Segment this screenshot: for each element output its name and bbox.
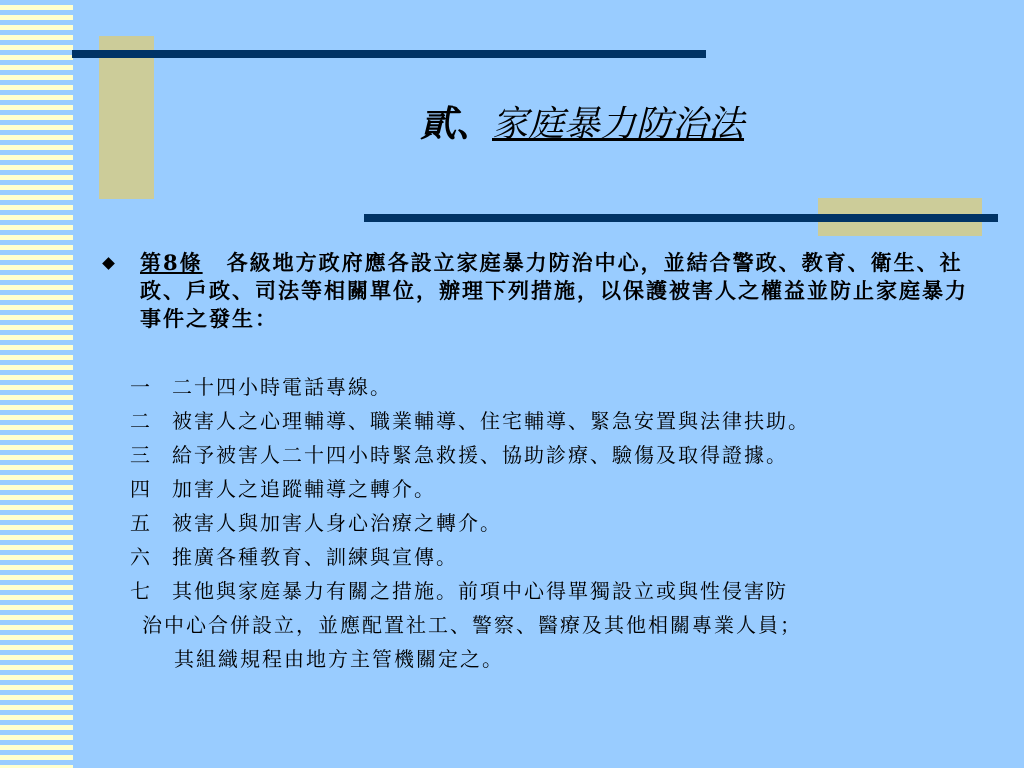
list-item [130,506,1010,540]
item-continuation-2: 其組織規程由地方主管機關定之。 [174,647,504,671]
item-text: 二十四小時電話專線。 [172,375,392,399]
list-item [130,438,1010,472]
item-continuation-1: 治中心合併設立，並應配置社工、警察、醫療及其他相關專業人員； [142,613,802,637]
list-item [130,370,1010,404]
slide-title [0,96,1024,147]
item-text: 給予被害人二十四小時緊急救援、協助診療、驗傷及取得證據。 [172,443,788,467]
top-rule [72,50,706,58]
item-text: 被害人之心理輔導、職業輔導、住宅輔導、緊急安置與法律扶助。 [172,409,810,433]
title-prefix: 貳、 [419,103,492,145]
item-number: 七 [130,579,152,603]
list-item [130,472,1010,506]
item-number: 四 [130,477,152,501]
item-number: 三 [130,443,152,467]
list-item [130,540,1010,574]
item-number: 二 [130,409,152,433]
item-text: 被害人與加害人身心治療之轉介。 [172,511,502,535]
list-item [130,574,1010,608]
article-text: 各級地方政府應各設立家庭暴力防治中心，並結合警政、教育、衛生、社政、戶政、司法等相關單位，辦理下列措施，以保護被害人之權益並防止家庭暴力事件之發生： [140,250,968,331]
measures-list [130,370,1010,676]
bullet-diamond-icon [102,257,115,270]
article-paragraph [140,249,990,333]
article-number: 第8條 [140,250,203,275]
item-text: 加害人之追蹤輔導之轉介。 [172,477,436,501]
list-item [130,404,1010,438]
title-main: 家庭暴力防治法 [492,104,745,145]
item-number: 六 [130,545,152,569]
item-number: 五 [130,511,152,535]
item-number: 一 [130,375,152,399]
bottom-rule [364,214,998,222]
item-text: 推廣各種教育、訓練與宣傳。 [172,545,458,569]
item-text: 其他與家庭暴力有關之措施。前項中心得單獨設立或與性侵害防 [172,579,788,603]
